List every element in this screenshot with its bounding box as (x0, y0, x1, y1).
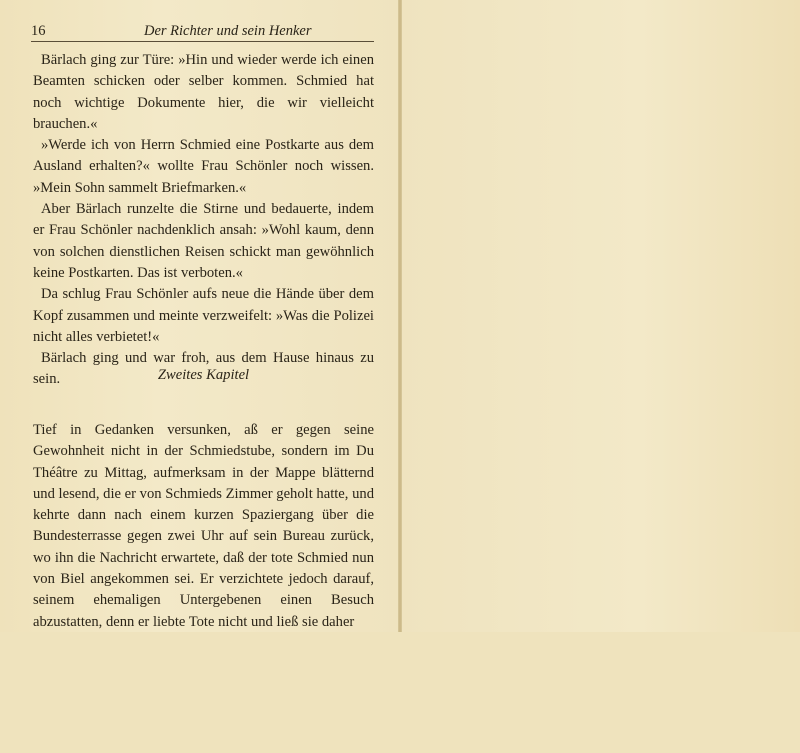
paragraph: Da schlug Frau Schönler aufs neue die Hände über dem Kopf zusammen und meinte verzweifelt: »Was die Polizei nicht alles verbietet!« (33, 286, 374, 345)
paragraph: Aber Bärlach runzelte die Stirne und bedauerte, indem er Frau Schönler nachdenklich ansah: »Wohl kaum, denn von solchen dienstlichen Reisen schickt man gewöhnlich keine Postkarten. Das ist verboten.« (33, 201, 374, 281)
paragraph: »Werde ich von Herrn Schmied eine Postkarte aus dem Ausland erhalten?« wollte Frau Schönler noch wissen. »Mein Sohn sammelt Briefmarken.« (33, 137, 374, 196)
left-running-head: Der Richter und sein Henker (144, 23, 312, 39)
left-text-top (33, 50, 374, 391)
paragraph: Bärlach ging zur Türe: »Hin und wieder werde ich einen Beamten schicken oder selber kommen. Schmied hat noch wichtige Dokumente hier, die wir vielleicht brauchen.« (33, 52, 374, 132)
paragraph: Bärlach ging und war froh, aus dem Hause hinaus zu sein. (33, 350, 374, 388)
chapter-title: Zweites Kapitel (157, 367, 250, 383)
paragraph: Tief in Gedanken versunken, aß er gegen seine Gewohnheit nicht in der Schmiedstube, sondern im Du Théâtre zu Mittag, aufmerksam in der Mappe blätternd und lesend, die er von Schmieds Zimmer geholt hatte, und kehrte dann nach einem kurzen Spaziergang über die Bundesterrasse gegen zwei Uhr auf sein Bureau zurück, wo ihn die Nachricht erwartete, daß der tote Schmied nun von Biel angekommen sei. Er verzichtete jedoch darauf, seinem ehemaligen Untergebenen einen Besuch abzustatten, denn er liebte Tote nicht und ließ sie daher (33, 422, 374, 630)
left-page-number: 16 (31, 23, 46, 39)
left-page-header (31, 23, 374, 42)
left-page (0, 0, 400, 632)
right-page (400, 0, 800, 632)
book-gutter (398, 0, 402, 632)
left-text-bottom (33, 420, 374, 633)
